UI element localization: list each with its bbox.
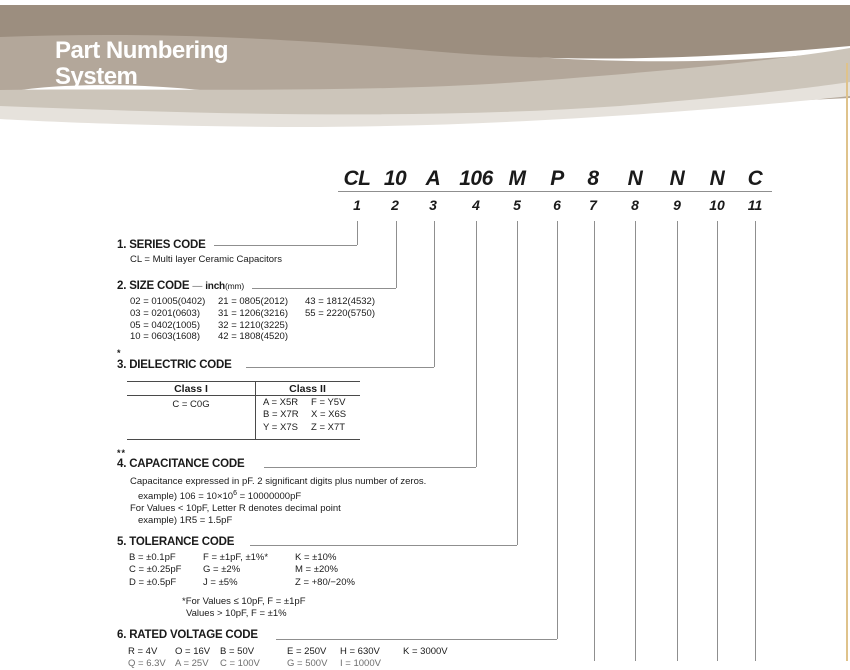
connector-v9 <box>677 221 678 661</box>
section-3-number: 3. <box>117 359 127 371</box>
connector-v2 <box>396 221 397 288</box>
tolerance-code-entry: B = ±0.1pF <box>129 552 176 563</box>
digit-pos-7: 7 <box>589 197 597 213</box>
voltage-code-entry-partial: A = 25V <box>175 658 209 669</box>
page-edge-accent <box>846 63 848 661</box>
tolerance-column-1 <box>129 552 181 589</box>
section-5-label: TOLERANCE CODE <box>129 536 235 548</box>
size-code-entry: 05 = 0402(1005) <box>130 319 200 331</box>
connector-v7 <box>594 221 595 661</box>
size-code-column-2 <box>218 296 288 343</box>
section-4-title <box>117 458 244 470</box>
connector-h3 <box>246 367 434 368</box>
connector-v1 <box>357 221 358 245</box>
connector-v6 <box>557 221 558 639</box>
connector-v10 <box>717 221 718 661</box>
code-pos-1: CL <box>343 167 371 190</box>
size-code-column-1 <box>130 296 205 343</box>
dielectric-table-bottom-border <box>127 439 360 440</box>
voltage-code-entry-partial: G = 500V <box>287 658 328 669</box>
connector-v5 <box>517 221 518 545</box>
code-pos-3: A <box>425 167 441 190</box>
size-code-entry: 42 = 1808(4520) <box>218 331 288 343</box>
size-unit-inch: inch <box>205 281 225 292</box>
section-3-title <box>117 359 232 371</box>
size-unit-dash: — <box>192 281 203 292</box>
tolerance-code-entry: F = ±1pF, ±1%* <box>203 552 269 563</box>
voltage-code-entry: H = 630V <box>340 646 380 657</box>
page-title-line1: Part Numbering <box>55 37 229 64</box>
digit-pos-11: 11 <box>747 197 763 213</box>
connector-h2 <box>252 288 396 289</box>
code-underline <box>338 191 772 192</box>
page-title-line2: System <box>55 63 138 90</box>
section-2-title <box>117 280 244 292</box>
connector-v11 <box>755 221 756 661</box>
voltage-code-entry: K = 3000V <box>403 646 448 657</box>
section-1-label: SERIES CODE <box>129 239 206 251</box>
capacitance-example-1-prefix: example) 106 = 10×10 <box>138 491 234 503</box>
section-6-title <box>117 629 258 641</box>
section-6-label: RATED VOLTAGE CODE <box>129 629 258 641</box>
dielectric-class1-header: Class I <box>174 383 208 395</box>
dielectric-table-header-border <box>127 395 360 396</box>
digit-pos-10: 10 <box>709 197 725 213</box>
tolerance-column-3 <box>295 552 355 589</box>
connector-v3 <box>434 221 435 367</box>
tolerance-code-entry: K = ±10% <box>295 552 337 563</box>
connector-h1 <box>214 245 357 246</box>
size-code-entry: 31 = 1206(3216) <box>218 307 288 319</box>
capacitance-description: Capacitance expressed in pF. 2 significant digits plus number of zeros. <box>130 476 427 487</box>
dielectric-code-entry: A = X5R <box>263 397 299 408</box>
voltage-code-entry-partial: I = 1000V <box>340 658 381 669</box>
connector-v4 <box>476 221 477 467</box>
code-pos-2: 10 <box>383 167 407 190</box>
connector-h5 <box>250 545 517 546</box>
tolerance-footnote-2: Values > 10pF, F = ±1% <box>186 608 287 619</box>
capacitance-example-2: example) 1R5 = 1.5pF <box>138 515 233 526</box>
dielectric-class2-header: Class II <box>289 383 326 395</box>
dielectric-class1-value: C = C0G <box>172 399 210 410</box>
code-pos-6: P <box>550 167 564 190</box>
connector-h4 <box>264 467 476 468</box>
code-pos-11: C <box>747 167 763 190</box>
section-4-number: 4. <box>117 458 127 470</box>
size-code-entry: 10 = 0603(1608) <box>130 331 200 343</box>
digit-pos-1: 1 <box>353 197 361 213</box>
size-code-column-3 <box>305 296 375 320</box>
voltage-code-entry: R = 4V <box>128 646 158 657</box>
series-code-description: CL = Multi layer Ceramic Capacitors <box>130 254 282 265</box>
dielectric-code-entry: F = Y5V <box>311 397 346 408</box>
section-2-number: 2. <box>117 280 127 292</box>
capacitance-example-1 <box>138 488 301 503</box>
dielectric-class2-column-2 <box>311 397 346 434</box>
section-1-title <box>117 239 206 251</box>
code-pos-9: N <box>669 167 685 190</box>
capacitance-example-1-suffix: = 10000000pF <box>236 491 302 503</box>
digit-pos-2: 2 <box>391 197 399 213</box>
size-code-entry: 02 = 01005(0402) <box>130 296 206 307</box>
digit-pos-3: 3 <box>429 197 437 213</box>
size-code-entry: 43 = 1812(4532) <box>305 296 375 307</box>
dielectric-code-entry: Y = X7S <box>263 421 298 433</box>
digit-pos-8: 8 <box>631 197 639 213</box>
dielectric-code-entry: B = X7R <box>263 409 299 421</box>
size-code-entry: 03 = 0201(0603) <box>130 307 200 319</box>
size-unit-mm: (mm) <box>224 281 244 291</box>
voltage-code-entry-partial: C = 100V <box>220 658 260 669</box>
section-6-number: 6. <box>117 629 127 641</box>
connector-h6 <box>276 639 557 640</box>
tolerance-code-entry: G = ±2% <box>203 564 241 576</box>
capacitance-example-1-exponent: 6 <box>233 490 237 497</box>
voltage-code-entry: E = 250V <box>287 646 327 657</box>
code-pos-10: N <box>709 167 725 190</box>
page-title <box>55 38 228 90</box>
connector-v8 <box>635 221 636 661</box>
tolerance-code-entry: D = ±0.5pF <box>129 576 177 588</box>
digit-pos-4: 4 <box>472 197 480 213</box>
tolerance-column-2 <box>203 552 268 589</box>
tolerance-code-entry: M = ±20% <box>295 564 338 576</box>
dielectric-note-mark: * <box>117 348 122 358</box>
section-5-number: 5. <box>117 536 127 548</box>
section-5-title <box>117 536 234 548</box>
section-2-label: SIZE CODE <box>129 280 190 292</box>
tolerance-code-entry: Z = +80/−20% <box>295 576 355 588</box>
tolerance-code-entry: J = ±5% <box>203 576 238 588</box>
voltage-code-entry-partial: Q = 6.3V <box>128 658 166 669</box>
digit-pos-5: 5 <box>513 197 521 213</box>
size-code-entry: 21 = 0805(2012) <box>218 296 288 307</box>
tolerance-code-entry: C = ±0.25pF <box>129 564 182 576</box>
dielectric-code-entry: X = X6S <box>311 409 347 421</box>
capacitance-rule-small-values: For Values < 10pF, Letter R denotes decimal point <box>130 503 341 514</box>
section-4-label: CAPACITANCE CODE <box>129 458 245 470</box>
voltage-code-entry: O = 16V <box>175 646 211 657</box>
dielectric-table-top-border <box>127 381 360 382</box>
section-3-label: DIELECTRIC CODE <box>129 359 232 371</box>
dielectric-code-entry: Z = X7T <box>311 421 346 433</box>
capacitance-note-mark: ** <box>117 448 127 458</box>
dielectric-class2-column-1 <box>263 397 299 434</box>
digit-pos-6: 6 <box>553 197 561 213</box>
voltage-code-entry: B = 50V <box>220 646 255 657</box>
size-code-entry: 55 = 2220(5750) <box>305 307 375 319</box>
code-pos-4: 106 <box>459 167 493 190</box>
tolerance-footnote-1: *For Values ≤ 10pF, F = ±1pF <box>182 596 306 607</box>
code-pos-8: N <box>627 167 643 190</box>
code-pos-7: 8 <box>587 167 599 190</box>
code-pos-5: M <box>508 167 526 190</box>
section-1-number: 1. <box>117 239 127 251</box>
size-code-entry: 32 = 1210(3225) <box>218 319 288 331</box>
digit-pos-9: 9 <box>673 197 681 213</box>
